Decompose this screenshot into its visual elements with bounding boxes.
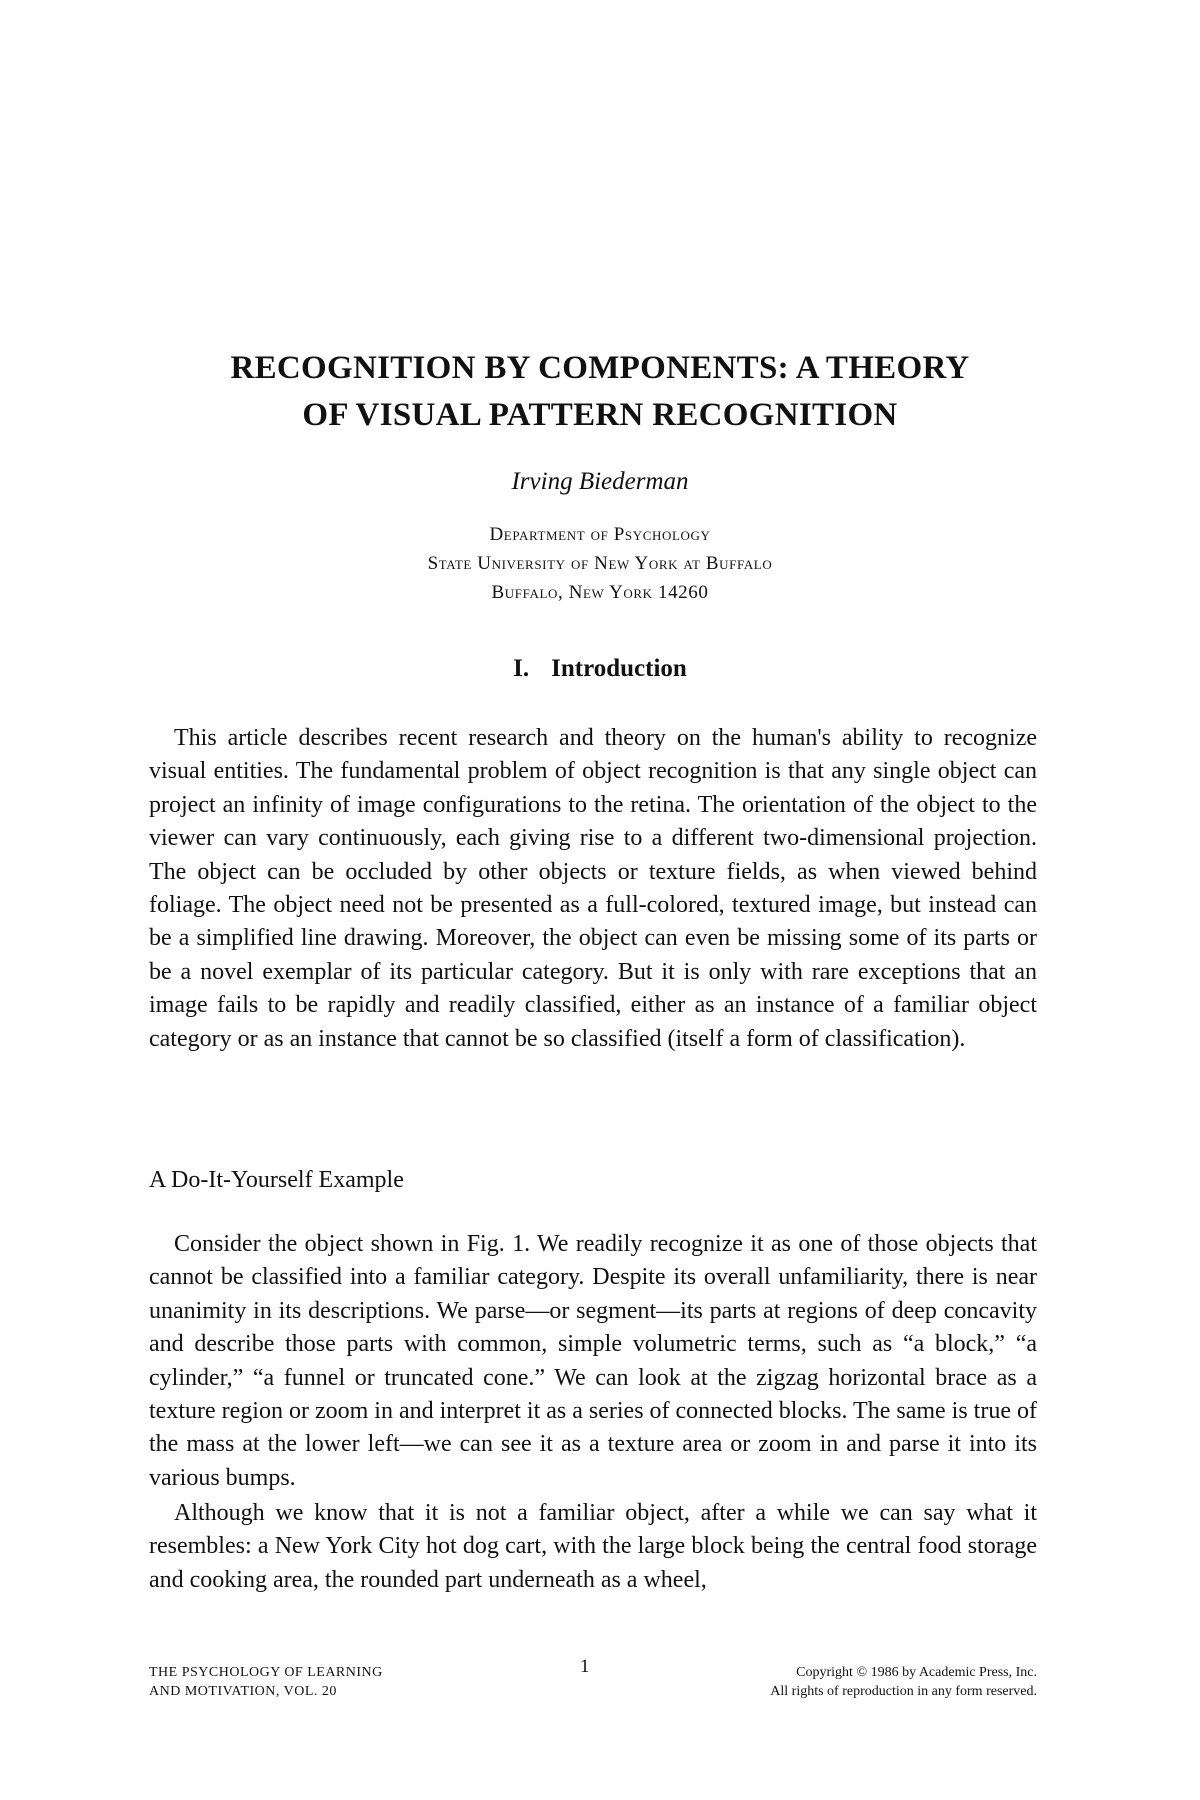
author-name: Irving Biederman (511, 468, 689, 495)
footer-copyright (770, 1663, 1037, 1701)
body-paragraph-3: Although we know that it is not a familiar object, after a while we can say what it resembles: a New York City hot dog cart, with the large block being the central food storage and cooking area, the rounded part underneath as a wheel, (149, 1500, 1037, 1593)
affiliation-city: Buffalo, New York 14260 (491, 582, 709, 603)
paper-title (0, 345, 1200, 439)
affiliation-university: State University of New York at Buffalo (427, 553, 773, 574)
affiliation-department: Department of Psychology (489, 524, 711, 545)
page-number: 1 (580, 1656, 590, 1677)
footer-journal-line-2: AND MOTIVATION, VOL. 20 (149, 1684, 337, 1699)
footer-journal (149, 1663, 383, 1701)
author-affiliation (0, 520, 1200, 607)
body-paragraph-1: This article describes recent research and theory on the human's ability to recognize visual entities. The fundamental problem of object recognition is that any single object can project an infinity of image configurations to the retina. The orientation of the object to the viewer can vary continuously, each giving rise to a different two-dimensional projection. The object can be occluded by other objects or texture fields, as when viewed behind foliage. The object need not be presented as a full-colored, textured image, but instead can be a simplified line drawing. Moreover, the object can even be missing some of its parts or be a novel exemplar of its particular category. But it is only with rare exceptions that an image fails to be rapidly and readily classified, either as an instance of a familiar object category or as an instance that cannot be so classified (itself a form of classification). (149, 725, 1037, 1052)
title-line-1: RECOGNITION BY COMPONENTS: A THEORY (230, 350, 970, 386)
footer-journal-line-1: THE PSYCHOLOGY OF LEARNING (149, 1665, 383, 1680)
section-heading (0, 655, 1200, 683)
title-line-2: OF VISUAL PATTERN RECOGNITION (302, 397, 898, 433)
footer-copyright-line-2: All rights of reproduction in any form reserved. (770, 1684, 1037, 1699)
section-title: Introduction (551, 655, 687, 682)
body-paragraph-2: Consider the object shown in Fig. 1. We readily recognize it as one of those objects that cannot be classified into a familiar category. Despite its overall unfamiliarity, there is near unanimity in its descriptions. We parse—or segment—its parts at regions of deep concavity and describe those parts with common, simple volumetric terms, such as “a block,” “a cylinder,” “a funnel or truncated cone.” We can look at the zigzag horizontal brace as a texture region or zoom in and interpret it as a series of connected blocks. The same is true of the mass at the lower left—we can see it as a texture area or zoom in and parse it into its various bumps. (149, 1231, 1037, 1491)
footer-copyright-line-1: Copyright © 1986 by Academic Press, Inc. (796, 1665, 1037, 1680)
subheading: A Do-It-Yourself Example (149, 1167, 404, 1193)
section-number: I. (513, 655, 530, 682)
